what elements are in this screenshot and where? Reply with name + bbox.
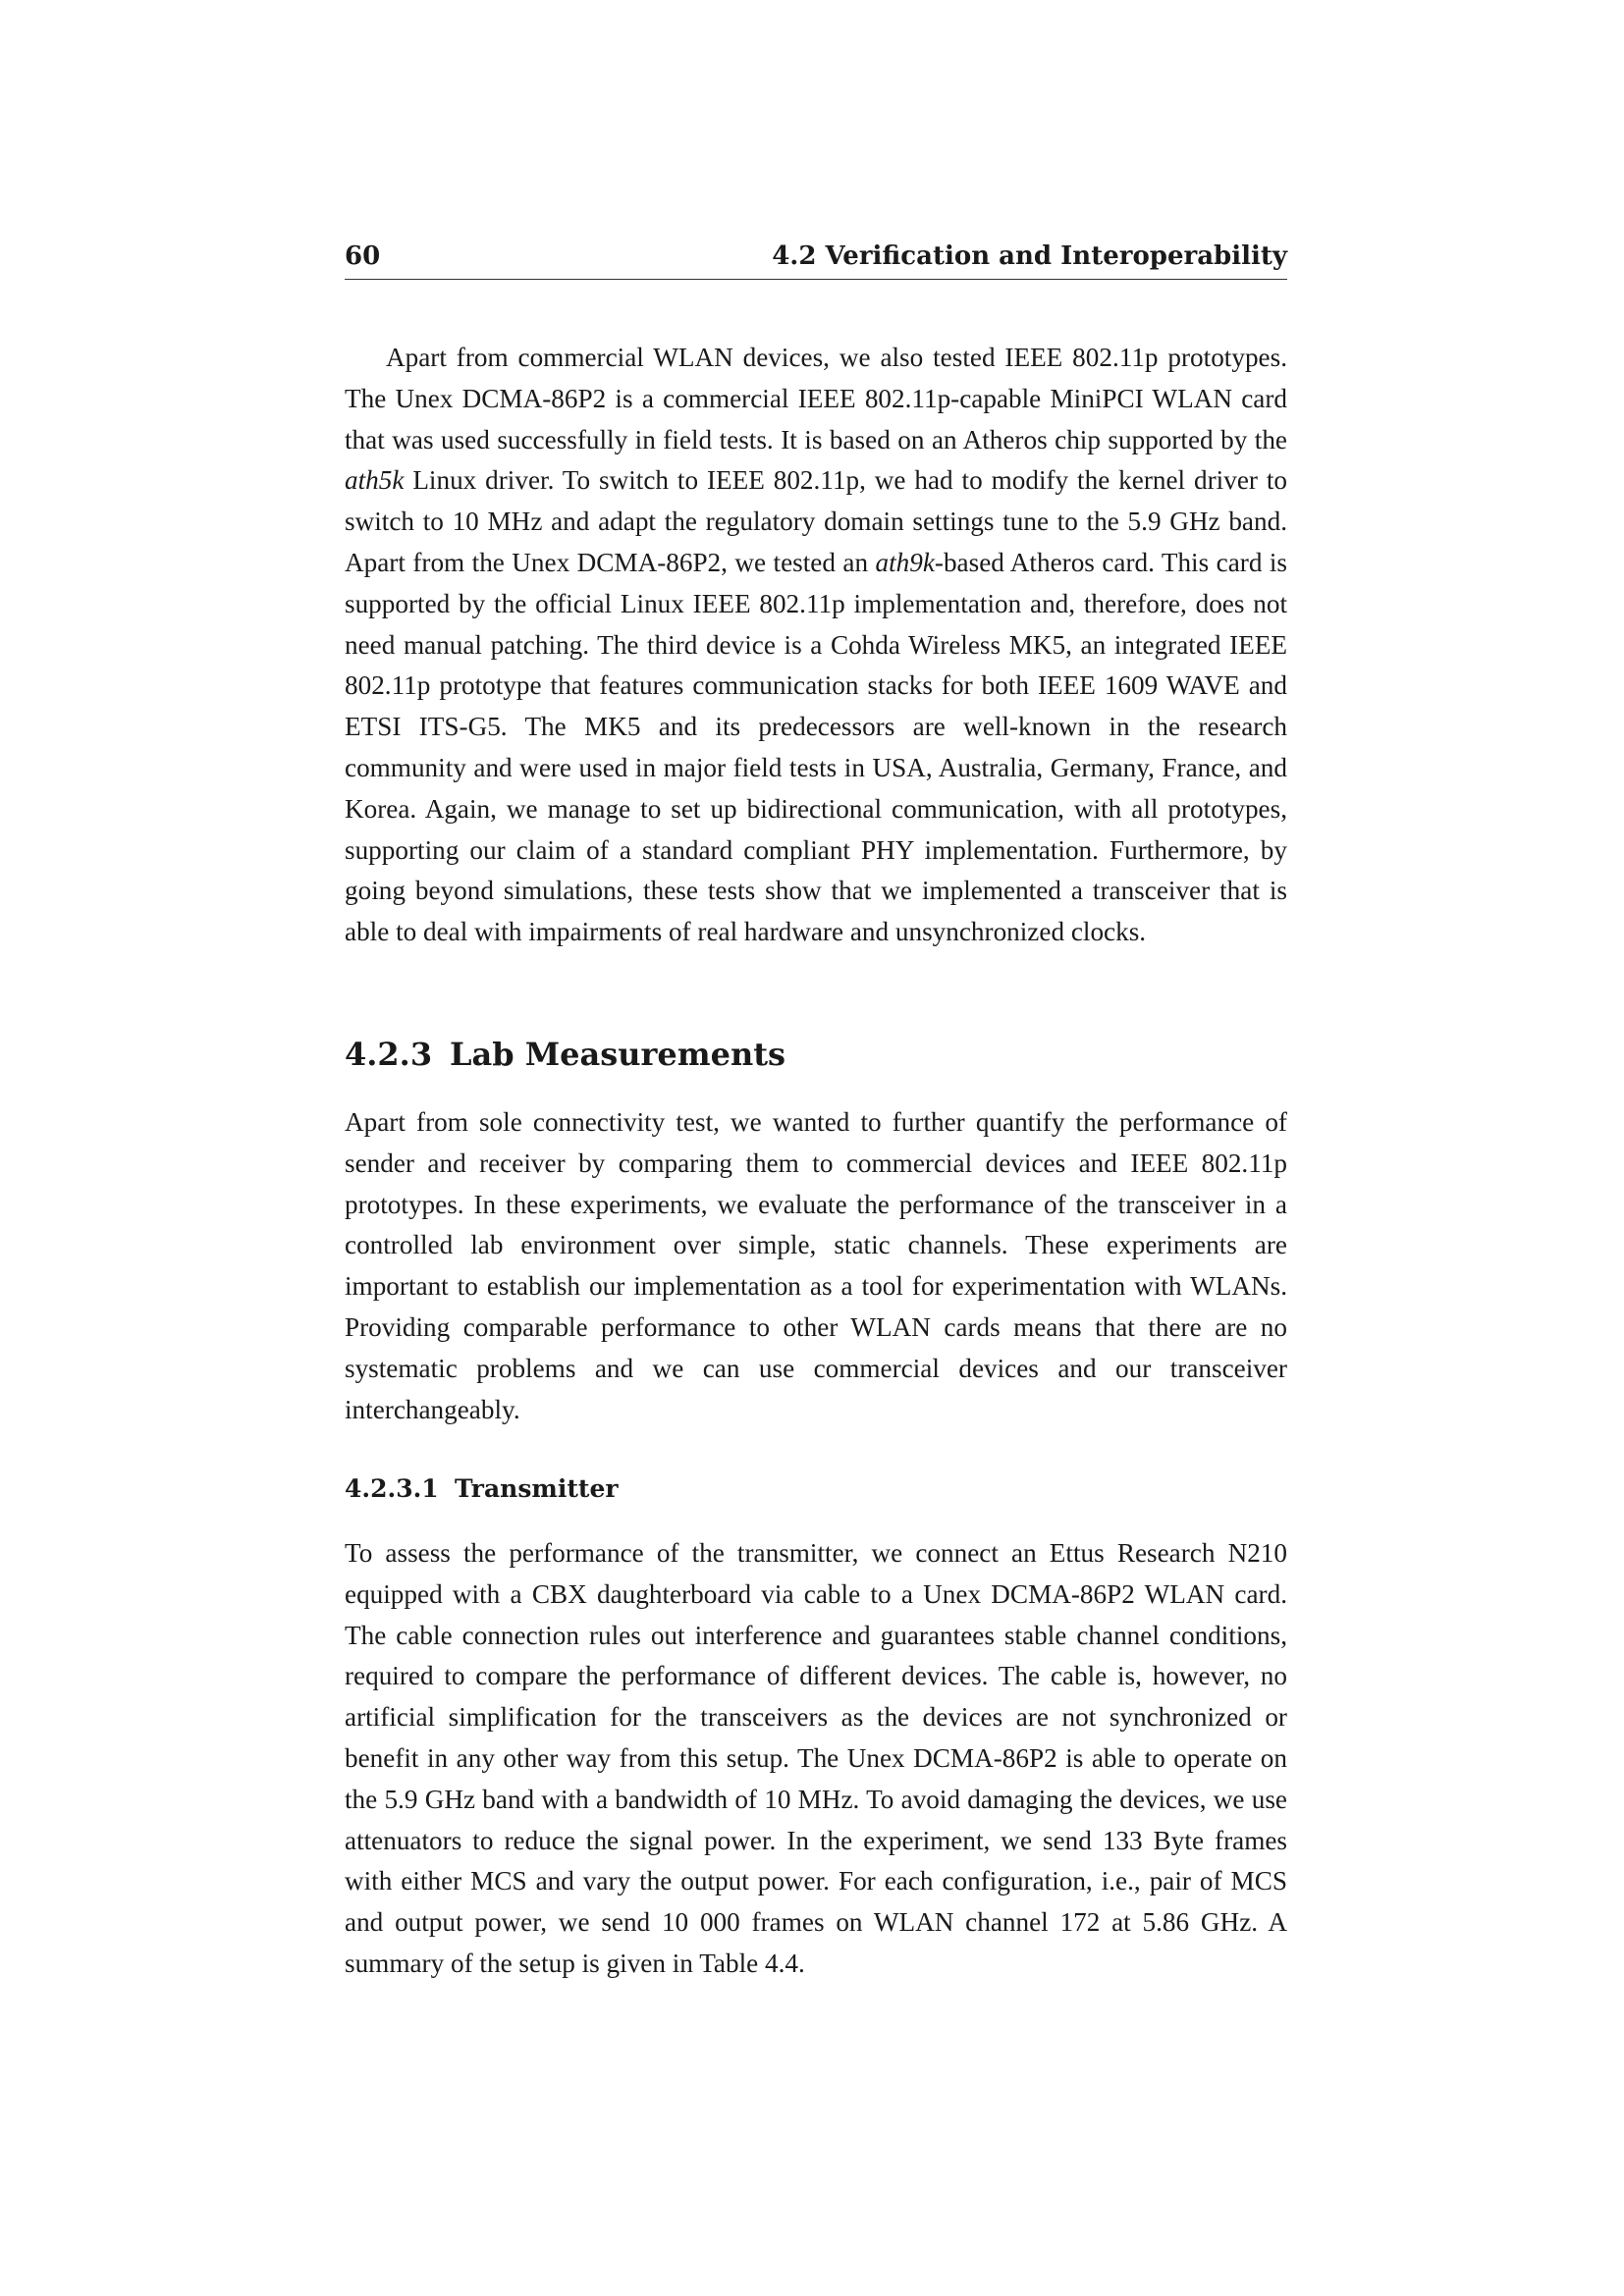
paragraph-text: -based Atheros card. This card is supported by the official Linux IEEE 802.11p implementation and, therefore, does not need manual patching. The third device is a Cohda Wireless MK5, an integrated IEEE 802.11p prototype that features communication stacks for both IEEE 1609 WAVE and ETSI ITS-G5. The MK5 and its predecessors are well-known in the research community and were used in major field tests in USA, Australia, Germany, France, and Korea. Again, we manage to set up bidirectional communication, with all prototypes, supporting our claim of a standard compliant PHY implementation. Furthermore, by going beyond simulations, these tests show that we implemented a transceiver that is able to deal with impairments of real hardware and unsynchronized clocks.	[345, 547, 1287, 947]
subsection-heading	[345, 1036, 785, 1073]
running-section-title: 4.2 Verification and Interoperability	[772, 241, 1287, 271]
running-header	[345, 240, 1287, 280]
subsubsection-title: Transmitter	[455, 1474, 619, 1503]
page-number: 60	[345, 241, 381, 271]
subsection-number: 4.2.3	[345, 1036, 433, 1073]
italic-driver-name: ath9k	[875, 547, 935, 577]
paragraph-text: Linux driver. To switch to IEEE 802.11p, we had to modify the kernel driver to switch to 10 MHz and adapt the regulatory domain settings tune to the 5.9 GHz band. Apart from the Unex DCMA-86P2, we tested an	[345, 465, 1287, 577]
paragraph-prototypes	[345, 338, 1287, 953]
paragraph-lab-measurements: Apart from sole connectivity test, we wanted to further quantify the performance of sender and receiver by comparing them to commercial devices and IEEE 802.11p prototypes. In these experiments, we evaluate the performance of the transceiver in a controlled lab environment over simple, static channels. These experiments are important to establish our implementation as a tool for experimentation with WLANs. Providing comparable performance to other WLAN cards means that there are no systematic problems and we can use commercial devices and our transceiver interchangeably.	[345, 1107, 1287, 1424]
subsubsection-heading	[345, 1474, 619, 1503]
subsection-title: Lab Measurements	[450, 1036, 786, 1073]
subsubsection-number: 4.2.3.1	[345, 1474, 439, 1503]
paragraph-transmitter: To assess the performance of the transmitter, we connect an Ettus Research N210 equipped with a CBX daughterboard via cable to a Unex DCMA-86P2 WLAN card. The cable connection rules out interference and guarantees stable channel conditions, required to compare the performance of different devices. The cable is, however, no artificial simplification for the transceivers as the devices are not synchronized or benefit in any other way from this setup. The Unex DCMA-86P2 is able to operate on the 5.9 GHz band with a bandwidth of 10 MHz. To avoid damaging the devices, we use attenuators to reduce the signal power. In the experiment, we send 133 Byte frames with either MCS and vary the output power. For each configuration, i.e., pair of MCS and output power, we send 10 000 frames on WLAN channel 172 at 5.86 GHz. A summary of the setup is given in Table 4.4.	[345, 1538, 1287, 1978]
paragraph-text: Apart from commercial WLAN devices, we also tested IEEE 802.11p prototypes. The Unex DCMA-86P2 is a commercial IEEE 802.11p-capable MiniPCI WLAN card that was used successfully in field tests. It is based on an Atheros chip supported by the	[345, 343, 1287, 454]
italic-driver-name: ath5k	[345, 465, 405, 496]
